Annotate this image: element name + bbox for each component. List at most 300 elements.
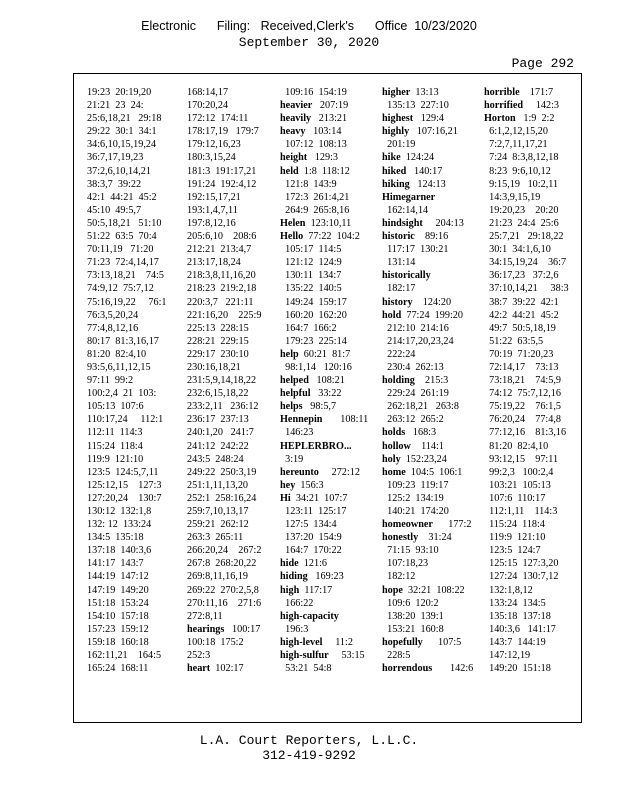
index-references: 105:17 114:5 <box>280 244 342 256</box>
index-references: 31:24 <box>418 532 452 544</box>
index-line <box>87 453 173 466</box>
index-references: 225:13 228:15 <box>187 322 249 334</box>
index-references: 93:12,15 97:11 <box>484 453 559 465</box>
index-line <box>87 623 173 636</box>
index-references: 182:17 <box>382 283 416 295</box>
index-line <box>187 531 273 544</box>
index-references: 53:21 54:8 <box>280 663 332 675</box>
index-references: 42:2 44:21 45:2 <box>484 309 559 321</box>
index-term: held <box>280 165 299 177</box>
index-references: 100:18 175:2 <box>187 636 244 648</box>
index-line <box>280 453 370 466</box>
index-line <box>187 151 273 164</box>
index-line <box>484 361 576 374</box>
index-term: hey <box>280 479 296 491</box>
index-references: 37:10,14,21 38:3 <box>484 283 569 295</box>
index-references: 141:17 143:7 <box>87 558 144 570</box>
index-column-3 <box>280 86 370 675</box>
index-line <box>484 505 576 518</box>
index-line <box>484 584 576 597</box>
index-references: 191:24 192:4,12 <box>187 178 257 190</box>
index-line <box>87 413 173 426</box>
index-references: 171:7 <box>519 87 554 98</box>
index-term: highest <box>382 113 414 125</box>
index-references: 125:15 127:3,20 <box>484 558 559 570</box>
index-line <box>187 518 273 531</box>
index-references: 135:13 227:10 <box>382 100 449 112</box>
index-references: 100:17 <box>224 623 261 635</box>
index-line <box>87 165 173 178</box>
index-line <box>280 505 370 518</box>
index-references: 123:5 124:5,7,11 <box>87 466 159 478</box>
index-term: hopefully <box>382 636 423 648</box>
index-line <box>187 479 273 492</box>
index-term: hiked <box>382 165 407 177</box>
index-references: 30:1 34:1,6,10 <box>484 244 551 256</box>
index-references: 252:3 <box>187 650 211 662</box>
index-references: 75:19,22 76:1,5 <box>484 401 561 413</box>
index-references: 1:9 2:2 <box>515 113 555 125</box>
index-line <box>87 178 173 191</box>
index-line <box>87 374 173 387</box>
index-term: height <box>280 152 308 164</box>
index-line <box>382 86 470 99</box>
index-references: 204:13 <box>422 217 464 229</box>
index-line <box>280 230 370 243</box>
index-line <box>382 348 470 361</box>
index-line <box>280 440 370 453</box>
index-references: 121:8 143:9 <box>280 178 337 190</box>
index-term: help <box>280 348 299 360</box>
index-term: horrified <box>484 100 524 112</box>
index-references: 134:5 135:18 <box>87 532 144 544</box>
index-line <box>87 492 173 505</box>
index-references: 182:12 <box>382 571 416 583</box>
index-line <box>484 309 576 322</box>
index-line <box>187 557 273 570</box>
index-line <box>382 256 470 269</box>
index-references: 7:24 8:3,8,12,18 <box>484 152 559 164</box>
index-line <box>382 440 470 453</box>
index-references: 51:22 63:5,5 <box>484 335 544 347</box>
index-references: 125:12,15 127:3 <box>87 479 162 491</box>
index-line <box>187 361 273 374</box>
index-line <box>382 191 470 204</box>
index-references: 77:12,16 81:3,16 <box>484 427 567 439</box>
index-references: 107:5 <box>422 636 462 648</box>
index-references: 140:17 <box>406 165 443 177</box>
index-line <box>280 125 370 138</box>
index-line <box>187 335 273 348</box>
index-term: heavy <box>280 126 306 138</box>
index-line <box>484 570 576 583</box>
index-references: 109:16 154:19 <box>280 87 347 98</box>
index-references: 215:3 <box>414 375 449 387</box>
index-references: 34:15,19,24 36:7 <box>484 257 567 269</box>
index-line <box>187 125 273 138</box>
index-line <box>187 112 273 125</box>
index-references: 240:1,20 241:7 <box>187 427 254 439</box>
index-line <box>187 426 273 439</box>
index-line <box>280 597 370 610</box>
index-references: 201:19 <box>382 139 416 151</box>
index-line <box>187 505 273 518</box>
index-line <box>87 440 173 453</box>
index-references: 218:23 219:2,18 <box>187 283 257 295</box>
index-line <box>187 597 273 610</box>
index-column-1 <box>87 86 173 675</box>
index-references: 112:1,11 114:3 <box>484 506 558 517</box>
index-term: hide <box>280 558 299 570</box>
index-references: 168:14,17 <box>187 87 229 98</box>
index-line <box>280 348 370 361</box>
index-term: horrible <box>484 87 520 98</box>
index-references: 147:12,19 <box>484 650 531 662</box>
index-line <box>484 112 576 125</box>
index-line <box>484 387 576 400</box>
index-line <box>382 230 470 243</box>
index-references: 81:20 82:4,10 <box>87 348 147 360</box>
index-line <box>484 636 576 649</box>
index-references: 181:3 191:17,21 <box>187 165 257 177</box>
index-line <box>87 348 173 361</box>
index-line <box>280 479 370 492</box>
index-line <box>280 374 370 387</box>
index-references: 140:21 174:20 <box>382 506 449 517</box>
index-line <box>87 466 173 479</box>
index-references: 152:23,24 <box>400 453 447 465</box>
index-references: 169:23 <box>307 571 344 583</box>
index-references: 179:23 225:14 <box>280 335 347 347</box>
index-references: 124:13 <box>409 178 446 190</box>
index-line <box>187 269 273 282</box>
index-line <box>187 623 273 636</box>
index-term: Himegarner <box>382 191 436 203</box>
index-line <box>87 610 173 623</box>
index-line <box>280 584 370 597</box>
index-references: 168:3 <box>405 427 437 439</box>
index-term: high <box>280 584 300 596</box>
index-line <box>382 662 474 675</box>
index-references: 34:6,10,15,19,24 <box>87 139 157 151</box>
index-references: 107:6 110:17 <box>484 492 546 504</box>
index-references: 123:5 124:7 <box>484 545 541 557</box>
index-references: 38:3,7 39:22 <box>87 178 142 190</box>
index-line <box>280 243 370 256</box>
index-line <box>87 243 173 256</box>
index-line <box>382 479 470 492</box>
index-line <box>280 610 370 623</box>
index-line <box>484 492 576 505</box>
index-line <box>484 269 576 282</box>
index-term: hiking <box>382 178 410 190</box>
index-line <box>382 426 470 439</box>
index-references: 154:10 157:18 <box>87 610 149 622</box>
index-term: heavily <box>280 113 312 125</box>
index-references: 21:21 23 24: <box>87 100 144 112</box>
index-line <box>484 125 576 138</box>
index-line <box>280 282 370 295</box>
index-term: homeowner <box>382 519 433 531</box>
index-references: 232:6,15,18,22 <box>187 388 249 400</box>
index-references: 269:22 270:2,5,8 <box>187 584 259 596</box>
index-references: 270:11,16 271:6 <box>187 597 262 609</box>
index-references: 153:21 160:8 <box>382 623 444 635</box>
index-references: 103:21 105:13 <box>484 479 551 491</box>
index-references: 38:7 39:22 42:1 <box>484 296 559 308</box>
index-references: 164:7 170:22 <box>280 545 342 557</box>
index-line <box>187 636 273 649</box>
index-line <box>280 322 370 335</box>
index-line <box>280 531 370 544</box>
index-line <box>484 165 576 178</box>
index-line <box>187 662 273 675</box>
index-line <box>484 138 576 151</box>
index-references: 9:15,19 10:2,11 <box>484 178 559 190</box>
index-line <box>484 204 576 217</box>
index-references: 147:19 149:20 <box>87 584 149 596</box>
index-line <box>484 466 576 479</box>
index-references: 112:11 114:3 <box>87 427 143 439</box>
index-line <box>280 191 370 204</box>
index-term: Horton <box>484 113 516 125</box>
index-line <box>87 151 173 164</box>
index-line <box>187 440 273 453</box>
index-line <box>187 387 273 400</box>
index-references: 149:20 151:18 <box>484 663 551 675</box>
index-references: 228:5 <box>382 650 411 662</box>
index-references: 230:16,18,21 <box>187 361 241 373</box>
index-column-5 <box>484 86 576 675</box>
index-line <box>280 112 370 125</box>
index-references: 109:6 120:2 <box>382 597 439 609</box>
index-references: 107:16,21 <box>409 126 458 138</box>
index-line <box>280 204 370 217</box>
index-line <box>187 243 273 256</box>
index-line <box>187 296 273 309</box>
index-line <box>187 610 273 623</box>
index-line <box>280 256 370 269</box>
index-references: 74:9,12 75:7,12 <box>87 283 154 295</box>
index-line <box>187 453 273 466</box>
index-line <box>382 125 470 138</box>
index-line <box>187 165 273 178</box>
index-line <box>382 217 470 230</box>
court-reporter-phone: 312-419-9292 <box>262 748 356 763</box>
index-term: hollow <box>382 440 411 452</box>
index-line <box>484 217 576 230</box>
index-line <box>87 269 173 282</box>
index-line <box>87 191 173 204</box>
index-references: 221:16,20 225:9 <box>187 309 262 321</box>
index-references: 105:13 107:6 <box>87 401 144 413</box>
index-references: 178:17,19 179:7 <box>187 126 259 138</box>
index-line <box>280 518 370 531</box>
index-line <box>187 322 273 335</box>
index-line <box>87 204 173 217</box>
index-term: hope <box>382 584 403 596</box>
index-references: 93:5,6,11,12,15 <box>87 361 151 373</box>
index-line <box>280 361 370 374</box>
index-line <box>87 570 173 583</box>
index-references: 249:22 250:3,19 <box>187 466 257 478</box>
index-term: hindsight <box>382 217 423 229</box>
index-references: 14:3,9,15,19 <box>484 191 541 203</box>
index-line <box>484 453 576 466</box>
index-line <box>484 597 576 610</box>
index-references: 262:18,21 263:8 <box>382 401 459 413</box>
index-line <box>484 151 576 164</box>
index-references: 25:7,21 29:18,22 <box>484 231 564 243</box>
index-line <box>87 636 173 649</box>
index-references: 117:17 130:21 <box>382 244 449 256</box>
index-references: 263:3 265:11 <box>187 532 244 544</box>
index-references: 60:21 81:7 <box>298 348 351 360</box>
index-references: 214:17,20,23,24 <box>382 335 454 347</box>
index-line <box>382 453 470 466</box>
index-line <box>280 387 370 400</box>
index-references: 29:22 30:1 34:1 <box>87 126 157 138</box>
index-references: 123:10,11 <box>305 217 352 229</box>
index-references: 222:24 <box>382 348 416 360</box>
index-references: 119:9 121:10 <box>484 532 546 544</box>
index-line <box>382 296 470 309</box>
index-references: 77:22 104:2 <box>303 231 360 243</box>
index-term: helpful <box>280 388 311 400</box>
index-references: 127:24 130:7,12 <box>484 571 559 583</box>
index-term: heavier <box>280 100 313 112</box>
index-term: higher <box>382 87 411 98</box>
index-references: 165:24 168:11 <box>87 663 149 675</box>
index-references: 102:17 <box>210 663 244 675</box>
index-references: 151:18 153:24 <box>87 597 149 609</box>
index-line <box>187 348 273 361</box>
index-line <box>382 165 470 178</box>
index-references: 192:15,17,21 <box>187 191 241 203</box>
index-references: 108:21 <box>308 375 345 387</box>
index-references: 11:2 <box>322 636 353 648</box>
index-term: historic <box>382 231 415 243</box>
index-line <box>187 309 273 322</box>
index-line <box>87 505 173 518</box>
index-line <box>280 492 370 505</box>
index-references: 137:18 140:3,6 <box>87 545 152 557</box>
index-references: 228:21 229:15 <box>187 335 249 347</box>
index-line <box>87 282 173 295</box>
index-line <box>484 426 576 439</box>
index-references: 218:3,8,11,16,20 <box>187 270 256 282</box>
index-references: 142:6 <box>432 663 474 675</box>
index-line <box>382 584 470 597</box>
index-term: hold <box>382 309 402 321</box>
index-line <box>87 387 173 400</box>
index-references: 137:20 154:9 <box>280 532 342 544</box>
index-references: 42:1 44:21 45:2 <box>87 191 157 203</box>
index-line <box>280 99 370 112</box>
index-line <box>87 649 173 662</box>
index-line <box>187 256 273 269</box>
index-line <box>484 400 576 413</box>
index-line <box>280 649 370 662</box>
index-line <box>484 178 576 191</box>
index-references: 272:12 <box>318 466 360 478</box>
index-references: 50:5,18,21 51:10 <box>87 217 162 229</box>
index-references: 73:18,21 74:5,9 <box>484 375 561 387</box>
index-term: hike <box>382 152 401 164</box>
index-references: 19:23 20:19,20 <box>87 87 152 98</box>
index-line <box>484 256 576 269</box>
index-references: 72:14,17 73:13 <box>484 361 559 373</box>
index-references: 160:20 162:20 <box>280 309 347 321</box>
index-references: 81:20 82:4,10 <box>484 440 549 452</box>
index-references: 129:4 <box>413 113 444 125</box>
index-line <box>187 191 273 204</box>
index-line <box>280 662 370 675</box>
index-references: 36:17,23 37:2,6 <box>484 270 559 282</box>
index-line <box>87 296 173 309</box>
index-line <box>187 217 273 230</box>
index-line <box>87 138 173 151</box>
index-line <box>382 597 470 610</box>
index-references: 76:3,5,20,24 <box>87 309 139 321</box>
index-term: Helen <box>280 217 306 229</box>
index-line <box>87 99 173 112</box>
index-line <box>382 204 470 217</box>
index-line <box>87 86 173 99</box>
index-references: 98:1,14 120:16 <box>280 361 352 373</box>
index-references: 32:21 108:22 <box>402 584 465 596</box>
index-line <box>484 610 576 623</box>
index-references: 196:3 <box>280 623 309 635</box>
index-references: 45:10 49:5,7 <box>87 204 142 216</box>
index-line <box>382 466 470 479</box>
index-references: 156:3 <box>295 479 324 491</box>
index-line <box>280 623 370 636</box>
index-references: 107:12 108:13 <box>280 139 347 151</box>
index-references: 19:20,23 20:20 <box>484 204 559 216</box>
index-references: 34:21 107:7 <box>290 492 348 504</box>
index-references: 220:3,7 221:11 <box>187 296 254 308</box>
index-term: hereunto <box>280 466 319 478</box>
index-line <box>280 570 370 583</box>
index-references: 80:17 81:3,16,17 <box>87 335 159 347</box>
index-line <box>187 230 273 243</box>
index-term: history <box>382 296 413 308</box>
index-references: 252:1 258:16,24 <box>187 492 257 504</box>
index-line <box>382 518 470 531</box>
index-references: 98:5,7 <box>302 401 337 413</box>
index-line <box>382 335 470 348</box>
index-references: 51:22 63:5 70:4 <box>87 231 157 243</box>
index-line <box>87 584 173 597</box>
index-line <box>484 623 576 636</box>
page-number: Page 292 <box>511 56 574 71</box>
index-references: 267:8 268:20,22 <box>187 558 257 570</box>
index-line <box>382 400 470 413</box>
index-references: 197:8,12,16 <box>187 217 236 229</box>
index-references: 129:3 <box>307 152 339 164</box>
index-term: high-level <box>280 636 323 648</box>
index-line <box>280 636 370 649</box>
index-term: HEPLERBRO... <box>280 440 352 452</box>
index-references: 127:20,24 130:7 <box>87 492 162 504</box>
index-column-2 <box>187 86 273 675</box>
index-line <box>382 531 470 544</box>
index-line <box>280 269 370 282</box>
index-references: 97:11 99:2 <box>87 375 134 387</box>
index-references: 25:6,18,21 29:18 <box>87 113 162 125</box>
index-line <box>87 518 173 531</box>
